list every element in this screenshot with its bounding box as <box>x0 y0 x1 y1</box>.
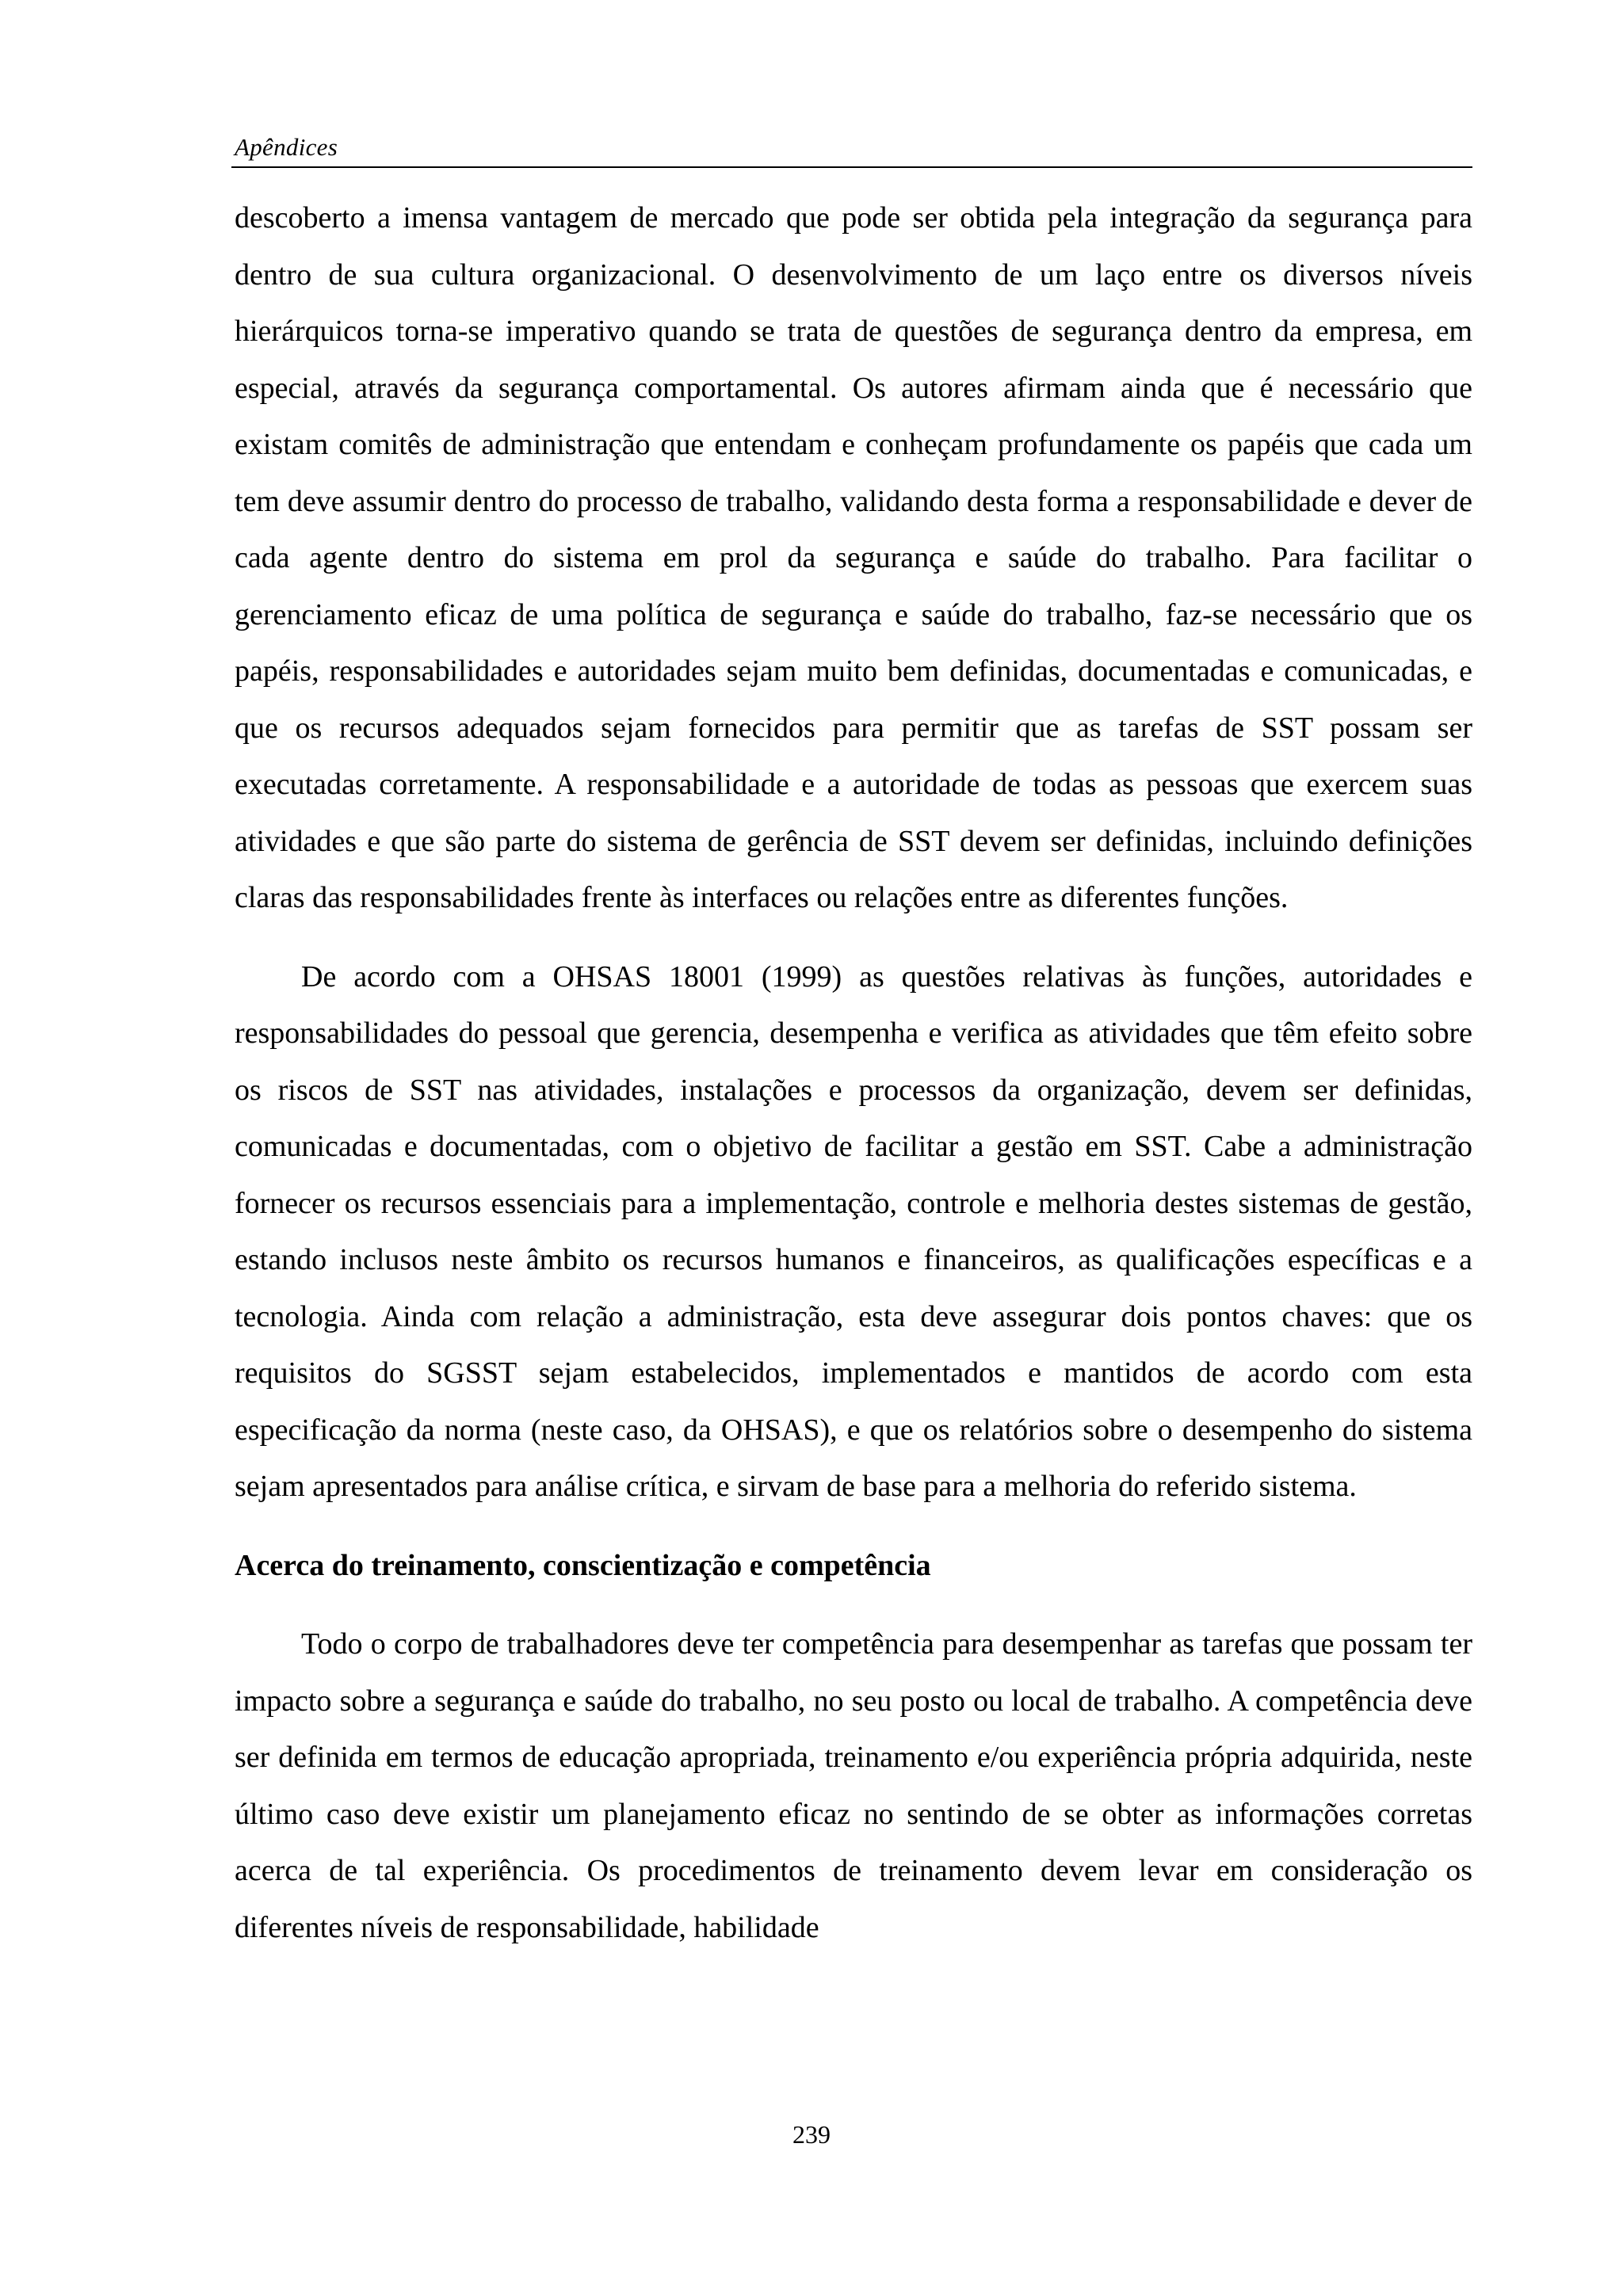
header-rule <box>231 166 1472 168</box>
page-number: 239 <box>792 2120 831 2149</box>
running-header: Apêndices <box>235 133 338 161</box>
body-text <box>235 190 1472 1956</box>
section-heading: Acerca do treinamento, conscientização e competência <box>235 1548 931 1582</box>
paragraph-training: Todo o corpo de trabalhadores deve ter competência para desempenhar as tarefas que possam ter impacto sobre a segurança e saúde do trabalho, no seu posto ou local de trabalho. A competência deve ser definida em termos de educação apropriada, treinamento e/ou experiência própria adquirida, neste último caso deve existir um planejamento eficaz no sentindo de se obter as informações corretas acerca de tal experiência. Os procedimentos de treinamento devem levar em consideração os diferentes níveis de responsabilidade, habilidade <box>235 1627 1472 1944</box>
paragraph-ohsas: De acordo com a OHSAS 18001 (1999) as questões relativas às funções, autoridades e responsabilidades do pessoal que gerencia, desempenha e verifica as atividades que têm efeito sobre os riscos de SST nas atividades, instalações e processos da organização, devem ser definidas, comunicadas e documentadas, com o objetivo de facilitar a gestão em SST. Cabe a administração fornecer os recursos essenciais para a implementação, controle e melhoria destes sistemas de gestão, estando inclusos neste âmbito os recursos humanos e financeiros, as qualificações específicas e a tecnologia. Ainda com relação a administração, esta deve assegurar dois pontos chaves: que os requisitos do SGSST sejam estabelecidos, implementados e mantidos de acordo com esta especificação da norma (neste caso, da OHSAS), e que os relatórios sobre o desempenho do sistema sejam apresentados para análise crítica, e sirvam de base para a melhoria do referido sistema. <box>235 959 1472 1503</box>
paragraph-continued: descoberto a imensa vantagem de mercado que pode ser obtida pela integração da segurança para dentro de sua cultura organizacional. O desenvolvimento de um laço entre os diversos níveis hierárquicos torna-se imperativo quando se trata de questões de segurança dentro da empresa, em especial, através da segurança comportamental. Os autores afirmam ainda que é necessário que existam comitês de administração que entendam e conheçam profundamente os papéis que cada um tem deve assumir dentro do processo de trabalho, validando desta forma a responsabilidade e dever de cada agente dentro do sistema em prol da segurança e saúde do trabalho. Para facilitar o gerenciamento eficaz de uma política de segurança e saúde do trabalho, faz-se necessário que os papéis, responsabilidades e autoridades sejam muito bem definidas, documentadas e comunicadas, e que os recursos adequados sejam fornecidos para permitir que as tarefas de SST possam ser executadas corretamente. A responsabilidade e a autoridade de todas as pessoas que exercem suas atividades e que são parte do sistema de gerência de SST devem ser definidas, incluindo definições claras das responsabilidades frente às interfaces ou relações entre as diferentes funções. <box>235 201 1472 914</box>
